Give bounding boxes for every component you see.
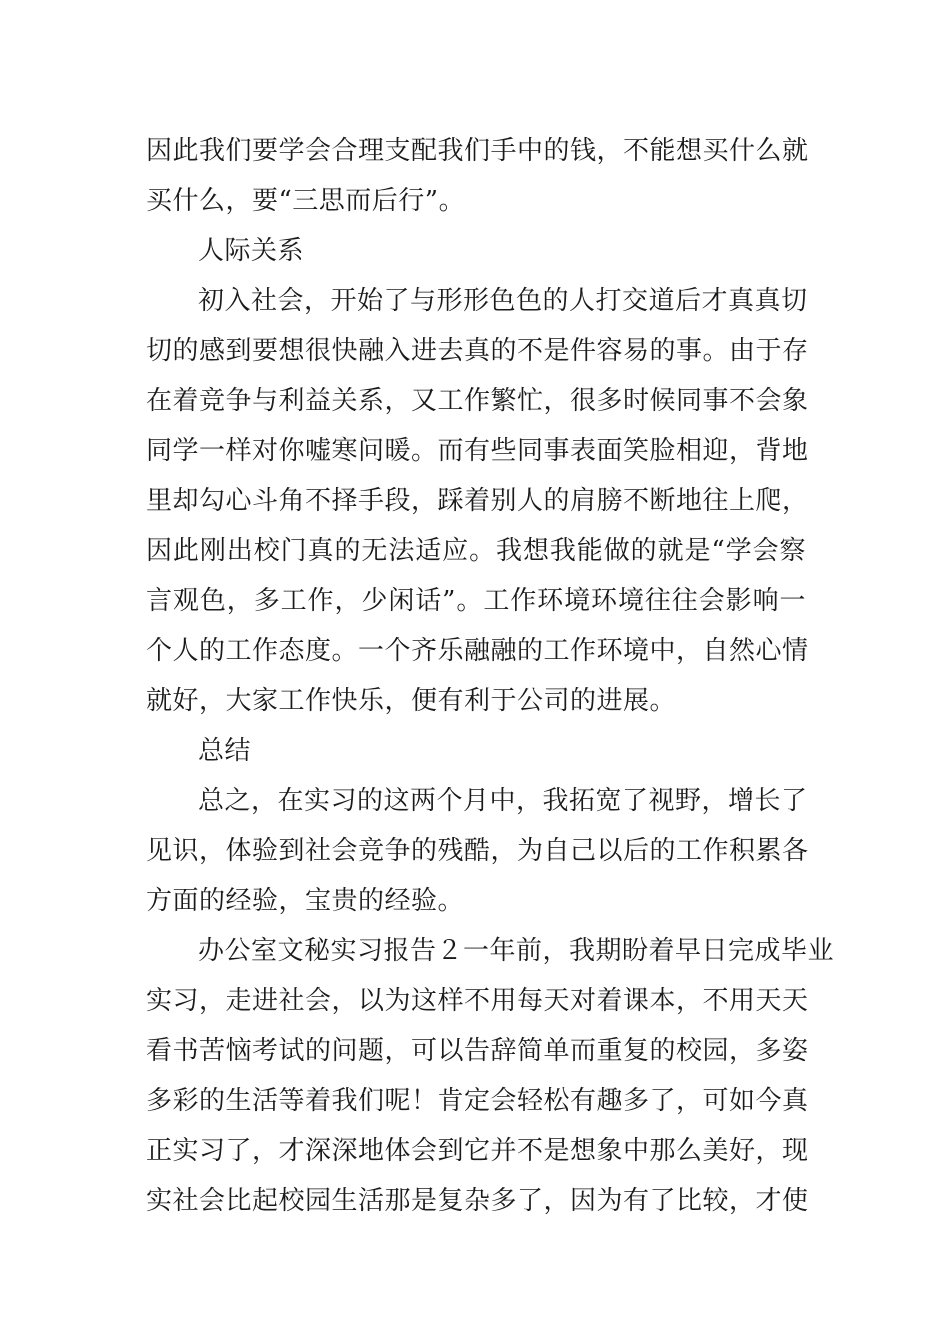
- text-line: 就好，大家工作快乐，便有利于公司的进展。: [146, 686, 677, 716]
- text-line: 实习，走进社会，以为这样不用每天对着课本，不用天天: [146, 986, 809, 1016]
- text-line: 因此刚出校门真的无法适应。我想我能做的就是“学会察: [146, 536, 806, 566]
- text-line: 看书苦恼考试的问题，可以告辞简单而重复的校园，多姿: [146, 1036, 809, 1066]
- text-line: 个人的工作态度。一个齐乐融融的工作环境中，自然心情: [146, 636, 809, 666]
- text-line: 因此我们要学会合理支配我们手中的钱，不能想买什么就: [146, 136, 809, 166]
- text-line: 初入社会，开始了与形形色色的人打交道后才真真切: [198, 286, 808, 316]
- text-line: 切的感到要想很快融入进去真的不是件容易的事。由于存: [146, 336, 809, 366]
- text-line: 正实习了，才深深地体会到它并不是想象中那么美好，现: [146, 1136, 809, 1166]
- text-line: 同学一样对你嘘寒问暖。而有些同事表面笑脸相迎，背地: [146, 436, 809, 466]
- text-line: 见识，体验到社会竞争的残酷，为自己以后的工作积累各: [146, 836, 809, 866]
- section-heading: 总结: [198, 736, 252, 766]
- text-line: 里却勾心斗角不择手段，踩着别人的肩膀不断地往上爬，: [146, 486, 809, 516]
- text-line: 方面的经验，宝贵的经验。: [146, 886, 465, 916]
- text-line: 实社会比起校园生活那是复杂多了，因为有了比较，才使: [146, 1186, 809, 1216]
- text-line: 言观色，多工作，少闲话”。工作环境环境往往会影响一: [146, 586, 806, 616]
- section-heading: 人际关系: [198, 236, 305, 266]
- text-line: 买什么，要“三思而后行”。: [146, 186, 466, 216]
- text-line: 多彩的生活等着我们呢！肯定会轻松有趣多了，可如今真: [146, 1086, 809, 1116]
- document-body: [146, 126, 835, 1226]
- text-line: 总之，在实习的这两个月中，我拓宽了视野，增长了: [198, 786, 808, 816]
- text-line: 办公室文秘实习报告２一年前，我期盼着早日完成毕业: [198, 936, 835, 966]
- text-line: 在着竞争与利益关系，又工作繁忙，很多时候同事不会象: [146, 386, 809, 416]
